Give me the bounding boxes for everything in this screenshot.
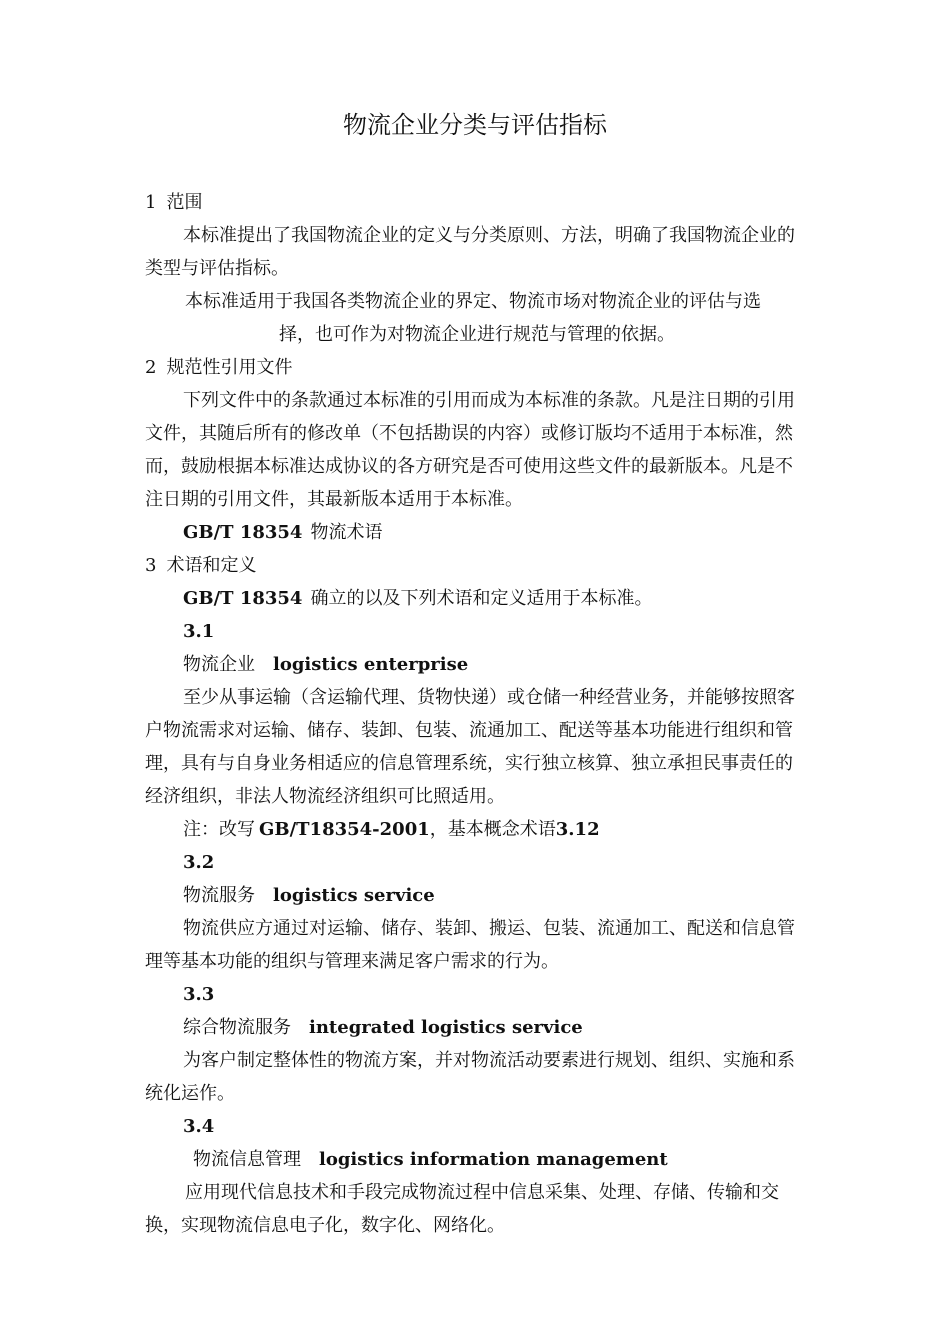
term-note xyxy=(145,813,809,846)
term-zh: 综合物流服务 xyxy=(183,1017,291,1038)
paragraph: 下列文件中的条款通过本标准的引用而成为本标准的条款。凡是注日期的引用文件，其随后所有的修改单（不包括勘误的内容）或修订版均不适用于本标准，然而，鼓励根据本标准达成协议的各方研究是否可使用这些文件的最新版本。凡是不注日期的引用文件，其最新版本适用于本标准。 xyxy=(145,390,795,510)
standard-code: GB/T 18354 xyxy=(183,588,303,609)
section-number: 3 xyxy=(145,555,157,576)
term-zh: 物流企业 xyxy=(183,654,255,675)
section-heading-terms xyxy=(145,549,809,582)
standard-name: 物流术语 xyxy=(310,522,383,543)
term-en: logistics service xyxy=(273,885,435,906)
term-title xyxy=(145,879,809,912)
term-number: 3.2 xyxy=(183,852,215,873)
term-zh: 物流服务 xyxy=(183,885,255,906)
term-title xyxy=(145,1143,809,1176)
terms-intro xyxy=(145,582,809,615)
term-en: integrated logistics service xyxy=(309,1017,583,1038)
note-ref: 3.12 xyxy=(555,819,600,840)
term-number: 3.4 xyxy=(183,1116,215,1137)
section-number: 1 xyxy=(145,192,157,213)
section-heading-normative-references xyxy=(145,351,809,384)
intro-text: 确立的以及下列术语和定义适用于本标准。 xyxy=(310,588,653,609)
paragraph-continuation: 择，也可作为对物流企业进行规范与管理的依据。 xyxy=(279,324,675,345)
paragraph: 本标准适用于我国各类物流企业的界定、物流市场对物流企业的评估与选 xyxy=(185,291,761,312)
note-prefix: 注：改写 xyxy=(183,819,255,840)
term-en: logistics information management xyxy=(319,1149,668,1170)
section-title: 规范性引用文件 xyxy=(166,357,293,378)
term-number: 3.1 xyxy=(183,621,215,642)
reference-line xyxy=(145,516,809,549)
term-title xyxy=(145,648,809,681)
page-title: 物流企业分类与评估指标 xyxy=(343,111,607,139)
term-definition: 至少从事运输（含运输代理、货物快递）或仓储一种经营业务，并能够按照客户物流需求对运输、储存、装卸、包装、流通加工、配送等基本功能进行组织和管理，具有与自身业务相适应的信息管理系统，实行独立核算、独立承担民事责任的经济组织，非法人物流经济组织可比照适用。 xyxy=(145,687,795,807)
term-number: 3.3 xyxy=(183,984,215,1005)
term-zh: 物流信息管理 xyxy=(193,1149,301,1170)
term-en: logistics enterprise xyxy=(273,654,469,675)
section-title: 范围 xyxy=(166,192,203,213)
note-mid: ，基本概念术语 xyxy=(429,819,556,840)
term-definition: 物流供应方通过对运输、储存、装卸、搬运、包装、流通加工、配送和信息管理等基本功能的组织与管理来满足客户需求的行为。 xyxy=(145,918,795,972)
term-definition: 应用现代信息技术和手段完成物流过程中信息采集、处理、存储、传输和交换，实现物流信息电子化，数字化、网络化。 xyxy=(145,1182,779,1236)
paragraph: 本标准提出了我国物流企业的定义与分类原则、方法，明确了我国物流企业的类型与评估指标。 xyxy=(145,225,795,279)
section-title: 术语和定义 xyxy=(166,555,257,576)
document-body xyxy=(145,186,809,1242)
section-heading-scope xyxy=(145,186,809,219)
section-number: 2 xyxy=(145,357,157,378)
note-code: GB/T18354-2001 xyxy=(259,819,430,840)
term-definition: 为客户制定整体性的物流方案，并对物流活动要素进行规划、组织、实施和系统化运作。 xyxy=(145,1050,795,1104)
term-title xyxy=(145,1011,809,1044)
standard-code: GB/T 18354 xyxy=(183,522,303,543)
